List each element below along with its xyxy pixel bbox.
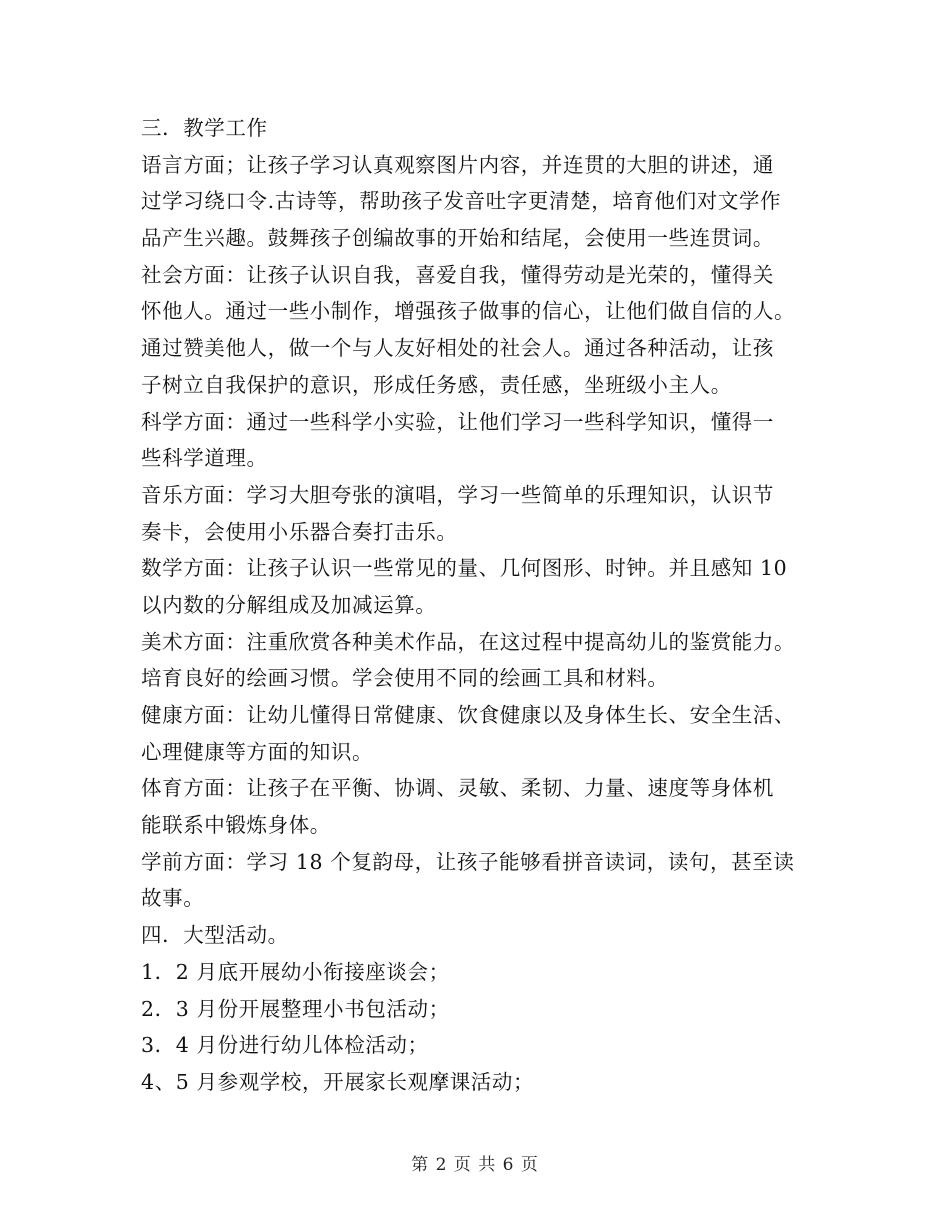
- section-heading: 四．大型活动。: [141, 923, 289, 948]
- text-line: 品产生兴趣。鼓舞孩子创编故事的开始和结尾，会使用一些连贯词。: [141, 226, 774, 251]
- text-line: 怀他人。通过一些小制作，增强孩子做事的信心，让他们做自信的人。: [141, 299, 796, 324]
- list-item: 3．4 月份进行幼儿体检活动；: [141, 1033, 429, 1058]
- text-line: 能联系中锻炼身体。: [141, 813, 331, 838]
- text-line: 奏卡，会使用小乐器合奏打击乐。: [141, 519, 458, 544]
- section-heading: 三．教学工作: [141, 116, 268, 140]
- text-line: 美术方面：注重欣赏各种美术作品，在这过程中提高幼儿的鉴赏能力。: [141, 629, 796, 654]
- text-line: 社会方面：让孩子认识自我，喜爱自我，懂得劳动是光荣的，懂得关: [141, 262, 774, 287]
- text-line: 以内数的分解组成及加减运算。: [141, 592, 437, 617]
- text-line: 心理健康等方面的知识。: [141, 739, 374, 764]
- text-line: 子树立自我保护的意识，形成任务感，责任感，坐班级小主人。: [141, 372, 732, 397]
- text-line: 数学方面：让孩子认识一些常见的量、几何图形、时钟。并且感知 10: [141, 556, 788, 581]
- text-line: 些科学道理。: [141, 446, 268, 471]
- text-line: 科学方面：通过一些科学小实验，让他们学习一些科学知识，懂得一: [141, 409, 774, 434]
- text-line: 故事。: [141, 886, 205, 911]
- list-item: 2．3 月份开展整理小书包活动；: [141, 996, 450, 1021]
- list-item: 1．2 月底开展幼小衔接座谈会；: [141, 959, 450, 984]
- text-line: 过学习绕口令.古诗等，帮助孩子发音吐字更清楚，培育他们对文学作: [141, 189, 782, 214]
- list-item: 4、5 月参观学校，开展家长观摩课活动；: [141, 1069, 535, 1094]
- page-number-footer: 第 2 页 共 6 页: [411, 1155, 539, 1175]
- text-line: 语言方面；让孩子学习认真观察图片内容，并连贯的大胆的讲述，通: [141, 152, 774, 177]
- text-line: 通过赞美他人，做一个与人友好相处的社会人。通过各种活动，让孩: [141, 336, 774, 361]
- text-line: 体育方面：让孩子在平衡、协调、灵敏、柔韧、力量、速度等身体机: [141, 776, 774, 801]
- text-line: 学前方面：学习 18 个复韵母，让孩子能够看拼音读词，读句，甚至读: [141, 849, 795, 874]
- document-body: [141, 110, 811, 1101]
- text-line: 健康方面：让幼儿懂得日常健康、饮食健康以及身体生长、安全生活、: [141, 703, 796, 727]
- text-line: 培育良好的绘画习惯。学会使用不同的绘画工具和材料。: [141, 666, 669, 691]
- text-line: 音乐方面：学习大胆夸张的演唱，学习一些简单的乐理知识，认识节: [141, 482, 774, 507]
